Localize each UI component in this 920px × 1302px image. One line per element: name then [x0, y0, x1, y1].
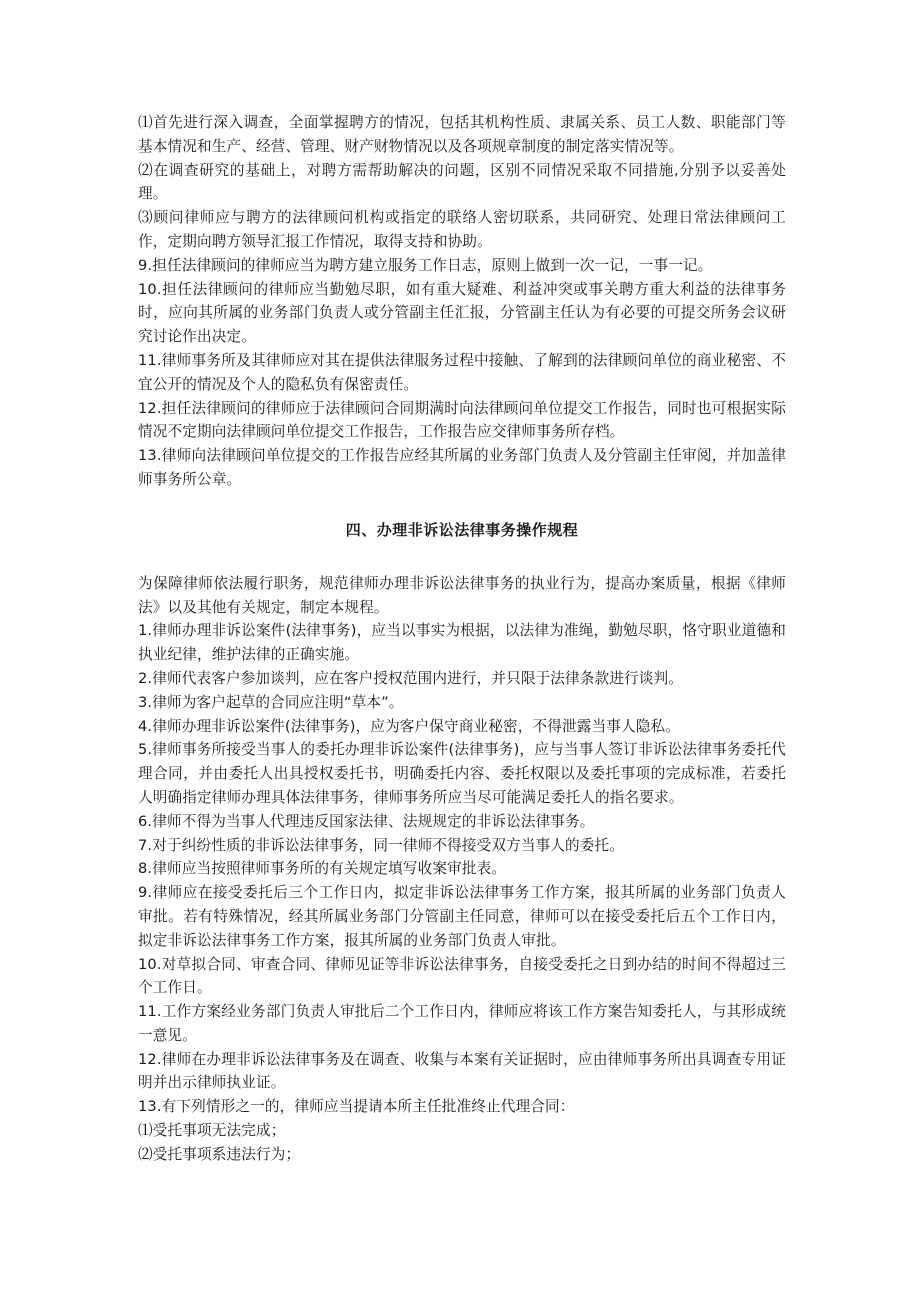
paragraph: 11.工作方案经业务部门负责人审批后二个工作日内，律师应将该工作方案告知委托人，与其形成统一意见。 [138, 1003, 786, 1044]
paragraph: 13.律师向法律顾问单位提交的工作报告应经其所属的业务部门负责人及分管副主任审阅，并加盖律师事务所公章。 [138, 447, 786, 488]
paragraph: 7.对于纠纷性质的非诉讼法律事务，同一律师不得接受双方当事人的委托。 [138, 836, 625, 854]
paragraph: 9.担任法律顾问的律师应当为聘方建立服务工作日志，原则上做到一次一记，一事一记。 [138, 256, 713, 274]
paragraph: ⑴受托事项无法完成； [138, 1122, 286, 1140]
paragraph: ⑶顾问律师应与聘方的法律顾问机构或指定的联络人密切联系，共同研究、处理日常法律顾问工作，定期向聘方领导汇报工作情况，取得支持和协助。 [138, 209, 786, 250]
paragraph: 12.担任法律顾问的律师应于法律顾问合同期满时向法律顾问单位提交工作报告，同时也可根据实际情况不定期向法律顾问单位提交工作报告，工作报告应交律师事务所存档。 [138, 399, 786, 441]
paragraph: 4.律师办理非诉讼案件(法律事务)，应为客户保守商业秘密，不得泄露当事人隐私。 [138, 717, 680, 735]
paragraph: 10.担任法律顾问的律师应当勤勉尽职，如有重大疑难、利益冲突或事关聘方重大利益的法律事务时，应向其所属的业务部门负责人或分管副主任汇报，分管副主任认为有必要的可提交所务会议研究讨论作出决定。 [138, 280, 786, 346]
paragraph: 3.律师为客户起草的合同应注明“草本”。 [138, 693, 404, 711]
section-title: 四、办理非诉讼法律事务操作规程 [345, 520, 579, 539]
paragraph: 1.律师办理非诉讼案件(法律事务)，应当以事实为根据，以法律为准绳，勤勉尽职，恪守职业道德和执业纪律，维护法律的正确实施。 [138, 622, 786, 664]
document-page [138, 111, 786, 1167]
paragraph: 5.律师事务所接受当事人的委托办理非诉讼案件(法律事务)，应与当事人签订非诉讼法律事务委托代理合同，并由委托人出具授权委托书，明确委托内容、委托权限以及委托事项的完成标准，若委托人明确指定律师办理具体法律事务，律师事务所应当尽可能满足委托人的指名要求。 [138, 741, 786, 806]
paragraph: 13.有下列情形之一的，律师应当提请本所主任批准终止代理合同： [138, 1098, 575, 1116]
paragraph: 2.律师代表客户参加谈判，应在客户授权范围内进行，并只限于法律条款进行谈判。 [138, 669, 684, 687]
paragraph: 为保障律师依法履行职务，规范律师办理非诉讼法律事务的执业行为，提高办案质量，根据《律师法》以及其他有关规定，制定本规程。 [138, 574, 786, 616]
paragraph: ⑴首先进行深入调查，全面掌握聘方的情况，包括其机构性质、隶属关系、员工人数、职能部门等基本情况和生产、经营、管理、财产财物情况以及各项规章制度的制定落实情况等。 [138, 114, 786, 155]
paragraph: 9.律师应在接受委托后三个工作日内，拟定非诉讼法律事务工作方案，报其所属的业务部门负责人审批。若有特殊情况，经其所属业务部门分管副主任同意，律师可以在接受委托后五个工作日内，拟定非诉讼法律事务工作方案，报其所属的业务部门负责人审批。 [138, 884, 786, 949]
paragraph: 6.律师不得为当事人代理违反国家法律、法规规定的非诉讼法律事务。 [138, 812, 595, 830]
paragraph: 11.律师事务所及其律师应对其在提供法律服务过程中接触、了解到的法律顾问单位的商业秘密、不宜公开的情况及个人的隐私负有保密责任。 [138, 351, 786, 393]
paragraph: ⑵受托事项系违法行为； [138, 1145, 301, 1163]
clauses-section-4 [138, 572, 786, 1167]
paragraph: 10.对草拟合同、审查合同、律师见证等非诉讼法律事务，自接受委托之日到办结的时间不得超过三个工作日。 [138, 955, 786, 997]
paragraph: ⑵在调查研究的基础上，对聘方需帮助解决的问题，区别不同情况采取不同措施,分别予以妥善处理。 [138, 161, 786, 203]
paragraph: 8.律师应当按照律师事务所的有关规定填写收案审批表。 [138, 860, 507, 878]
clauses-section-3 [138, 111, 786, 492]
paragraph: 12.律师在办理非诉讼法律事务及在调查、收集与本案有关证据时，应由律师事务所出具调查专用证明并出示律师执业证。 [138, 1050, 786, 1092]
